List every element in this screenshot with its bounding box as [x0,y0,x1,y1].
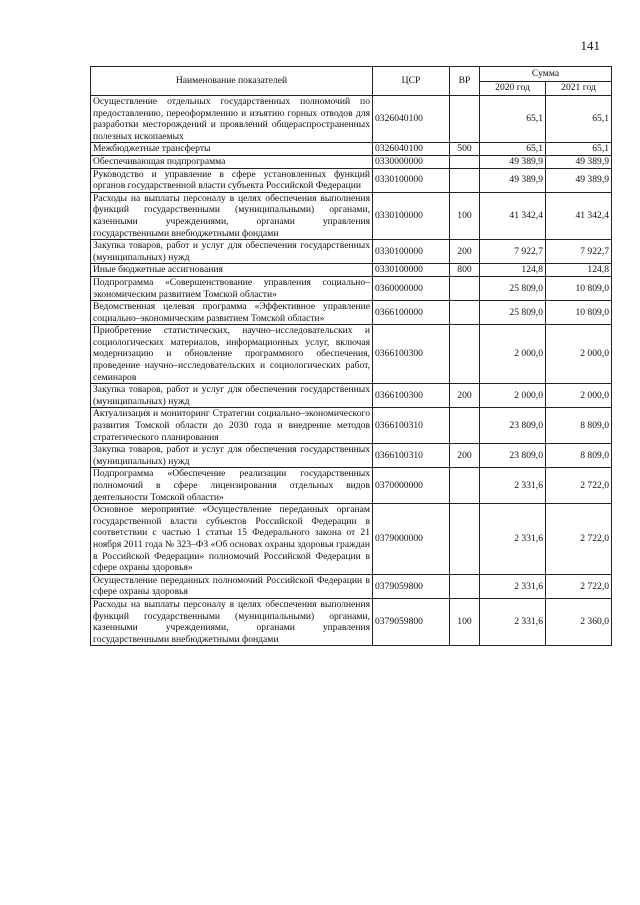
row-csr: 0379000000 [373,504,450,575]
table-row [91,468,612,504]
row-vr [450,325,480,384]
row-name: Ведомственная целевая программа «Эффективное управление социально–экономическим развитием Томской области» [91,301,373,325]
row-sum-2021: 7 922,7 [546,240,612,264]
page-number: 141 [580,38,600,53]
row-name: Межбюджетные трансферты [91,143,373,156]
row-vr: 200 [450,384,480,408]
table-header [91,67,612,96]
row-sum-2020: 7 922,7 [480,240,546,264]
table-row [91,504,612,575]
row-sum-2021: 2 722,0 [546,504,612,575]
row-vr [450,168,480,192]
row-name: Расходы на выплаты персоналу в целях обеспечения выполнения функций государственными (муниципальными) органами, казенными учреждениями, органами управления государственными внебюджетными фондами [91,598,373,645]
row-sum-2020: 25 809,0 [480,276,546,300]
row-sum-2020: 41 342,4 [480,192,546,239]
row-sum-2021: 2 722,0 [546,574,612,598]
row-sum-2020: 124,8 [480,264,546,277]
row-vr: 500 [450,143,480,156]
row-csr: 0330100000 [373,240,450,264]
row-sum-2021: 10 809,0 [546,276,612,300]
row-sum-2020: 49 389,9 [480,168,546,192]
table-row [91,574,612,598]
row-csr: 0360000000 [373,276,450,300]
row-sum-2021: 10 809,0 [546,301,612,325]
row-sum-2020: 65,1 [480,143,546,156]
table-row [91,264,612,277]
row-sum-2020: 2 331,6 [480,598,546,645]
table-row [91,444,612,468]
row-sum-2021: 41 342,4 [546,192,612,239]
table-row [91,276,612,300]
row-name: Иные бюджетные ассигнования [91,264,373,277]
row-vr [450,301,480,325]
row-name: Подпрограмма «Обеспечение реализации государственных полномочий в сфере лицензирования отдельных видов деятельности Томской области» [91,468,373,504]
row-sum-2020: 2 331,6 [480,574,546,598]
header-year-2021: 2021 год [546,81,612,96]
row-name: Осуществление переданных полномочий Российской Федерации в сфере охраны здоровья [91,574,373,598]
row-sum-2020: 2 000,0 [480,325,546,384]
row-csr: 0366100300 [373,325,450,384]
row-csr: 0330000000 [373,155,450,168]
row-name: Расходы на выплаты персоналу в целях обеспечения выполнения функций государственными (муниципальными) органами, казенными учреждениями, органами управления государственными внебюджетными фондами [91,192,373,239]
row-vr: 200 [450,444,480,468]
row-name: Руководство и управление в сфере установленных функций органов государственной власти субъекта Российской Федерации [91,168,373,192]
row-sum-2020: 2 331,6 [480,468,546,504]
header-name: Наименование показателей [91,67,373,96]
row-csr: 0366100310 [373,444,450,468]
row-name: Закупка товаров, работ и услуг для обеспечения государственных (муниципальных) нужд [91,384,373,408]
row-vr [450,276,480,300]
table-row [91,168,612,192]
row-sum-2020: 25 809,0 [480,301,546,325]
header-year-2020: 2020 год [480,81,546,96]
table-row [91,598,612,645]
table-row [91,192,612,239]
header-vr: ВР [450,67,480,96]
row-name: Основное мероприятие «Осуществление переданных органам государственной власти субъектов Российской Федерации в соответствии с частью 1 статьи 15 Федерального закона от 21 ноября 2011 года № 323–ФЗ «Об основах охраны здоровья граждан в Российской Федерации» полномочий Российской Федерации в сфере охраны здоровья» [91,504,373,575]
header-sum: Сумма [480,67,612,82]
table-row [91,301,612,325]
row-vr [450,504,480,575]
table-row [91,96,612,143]
row-sum-2021: 49 389,9 [546,168,612,192]
row-name: Обеспечивающая подпрограмма [91,155,373,168]
row-vr [450,408,480,444]
row-vr: 200 [450,240,480,264]
table-row [91,384,612,408]
row-vr [450,574,480,598]
row-csr: 0366100000 [373,301,450,325]
row-vr [450,468,480,504]
row-sum-2020: 2 331,6 [480,504,546,575]
row-sum-2021: 124,8 [546,264,612,277]
row-csr: 0330100000 [373,168,450,192]
table-row [91,408,612,444]
row-sum-2021: 2 000,0 [546,325,612,384]
row-name: Закупка товаров, работ и услуг для обеспечения государственных (муниципальных) нужд [91,444,373,468]
table-row [91,143,612,156]
header-csr: ЦСР [373,67,450,96]
row-csr: 0330100000 [373,264,450,277]
row-csr: 0326040100 [373,96,450,143]
row-sum-2020: 49 389,9 [480,155,546,168]
row-name: Подпрограмма «Совершенствование управления социально–экономическим развитием Томской области» [91,276,373,300]
row-csr: 0366100300 [373,384,450,408]
row-sum-2021: 2 360,0 [546,598,612,645]
table-row [91,240,612,264]
row-vr: 100 [450,192,480,239]
row-sum-2021: 49 389,9 [546,155,612,168]
row-name: Закупка товаров, работ и услуг для обеспечения государственных (муниципальных) нужд [91,240,373,264]
row-csr: 0326040100 [373,143,450,156]
row-csr: 0379059800 [373,598,450,645]
row-vr: 100 [450,598,480,645]
row-sum-2020: 23 809,0 [480,444,546,468]
row-csr: 0330100000 [373,192,450,239]
row-sum-2020: 23 809,0 [480,408,546,444]
table-body [91,96,612,646]
budget-table [90,66,612,646]
table-row [91,155,612,168]
row-sum-2021: 8 809,0 [546,444,612,468]
row-sum-2021: 2 722,0 [546,468,612,504]
row-sum-2020: 65,1 [480,96,546,143]
row-csr: 0379059800 [373,574,450,598]
row-csr: 0370000000 [373,468,450,504]
row-name: Актуализация и мониторинг Стратегии социально–экономического развития Томской области до 2030 года и внедрение методов стратегического планирования [91,408,373,444]
row-vr [450,155,480,168]
row-name: Приобретение статистических, научно–исследовательских и социологических материалов, информационных услуг, включая модернизацию и обновление программного обеспечения, проведение научно–исследовательских и социологических работ, семинаров [91,325,373,384]
row-vr: 800 [450,264,480,277]
row-sum-2021: 65,1 [546,143,612,156]
row-sum-2021: 8 809,0 [546,408,612,444]
table-row [91,325,612,384]
row-sum-2020: 2 000,0 [480,384,546,408]
row-sum-2021: 2 000,0 [546,384,612,408]
row-csr: 0366100310 [373,408,450,444]
row-sum-2021: 65,1 [546,96,612,143]
row-vr [450,96,480,143]
row-name: Осуществление отдельных государственных полномочий по предоставлению, переоформлению и изъятию горных отводов для разработки месторождений и проявлений общераспространенных полезных ископаемых [91,96,373,143]
